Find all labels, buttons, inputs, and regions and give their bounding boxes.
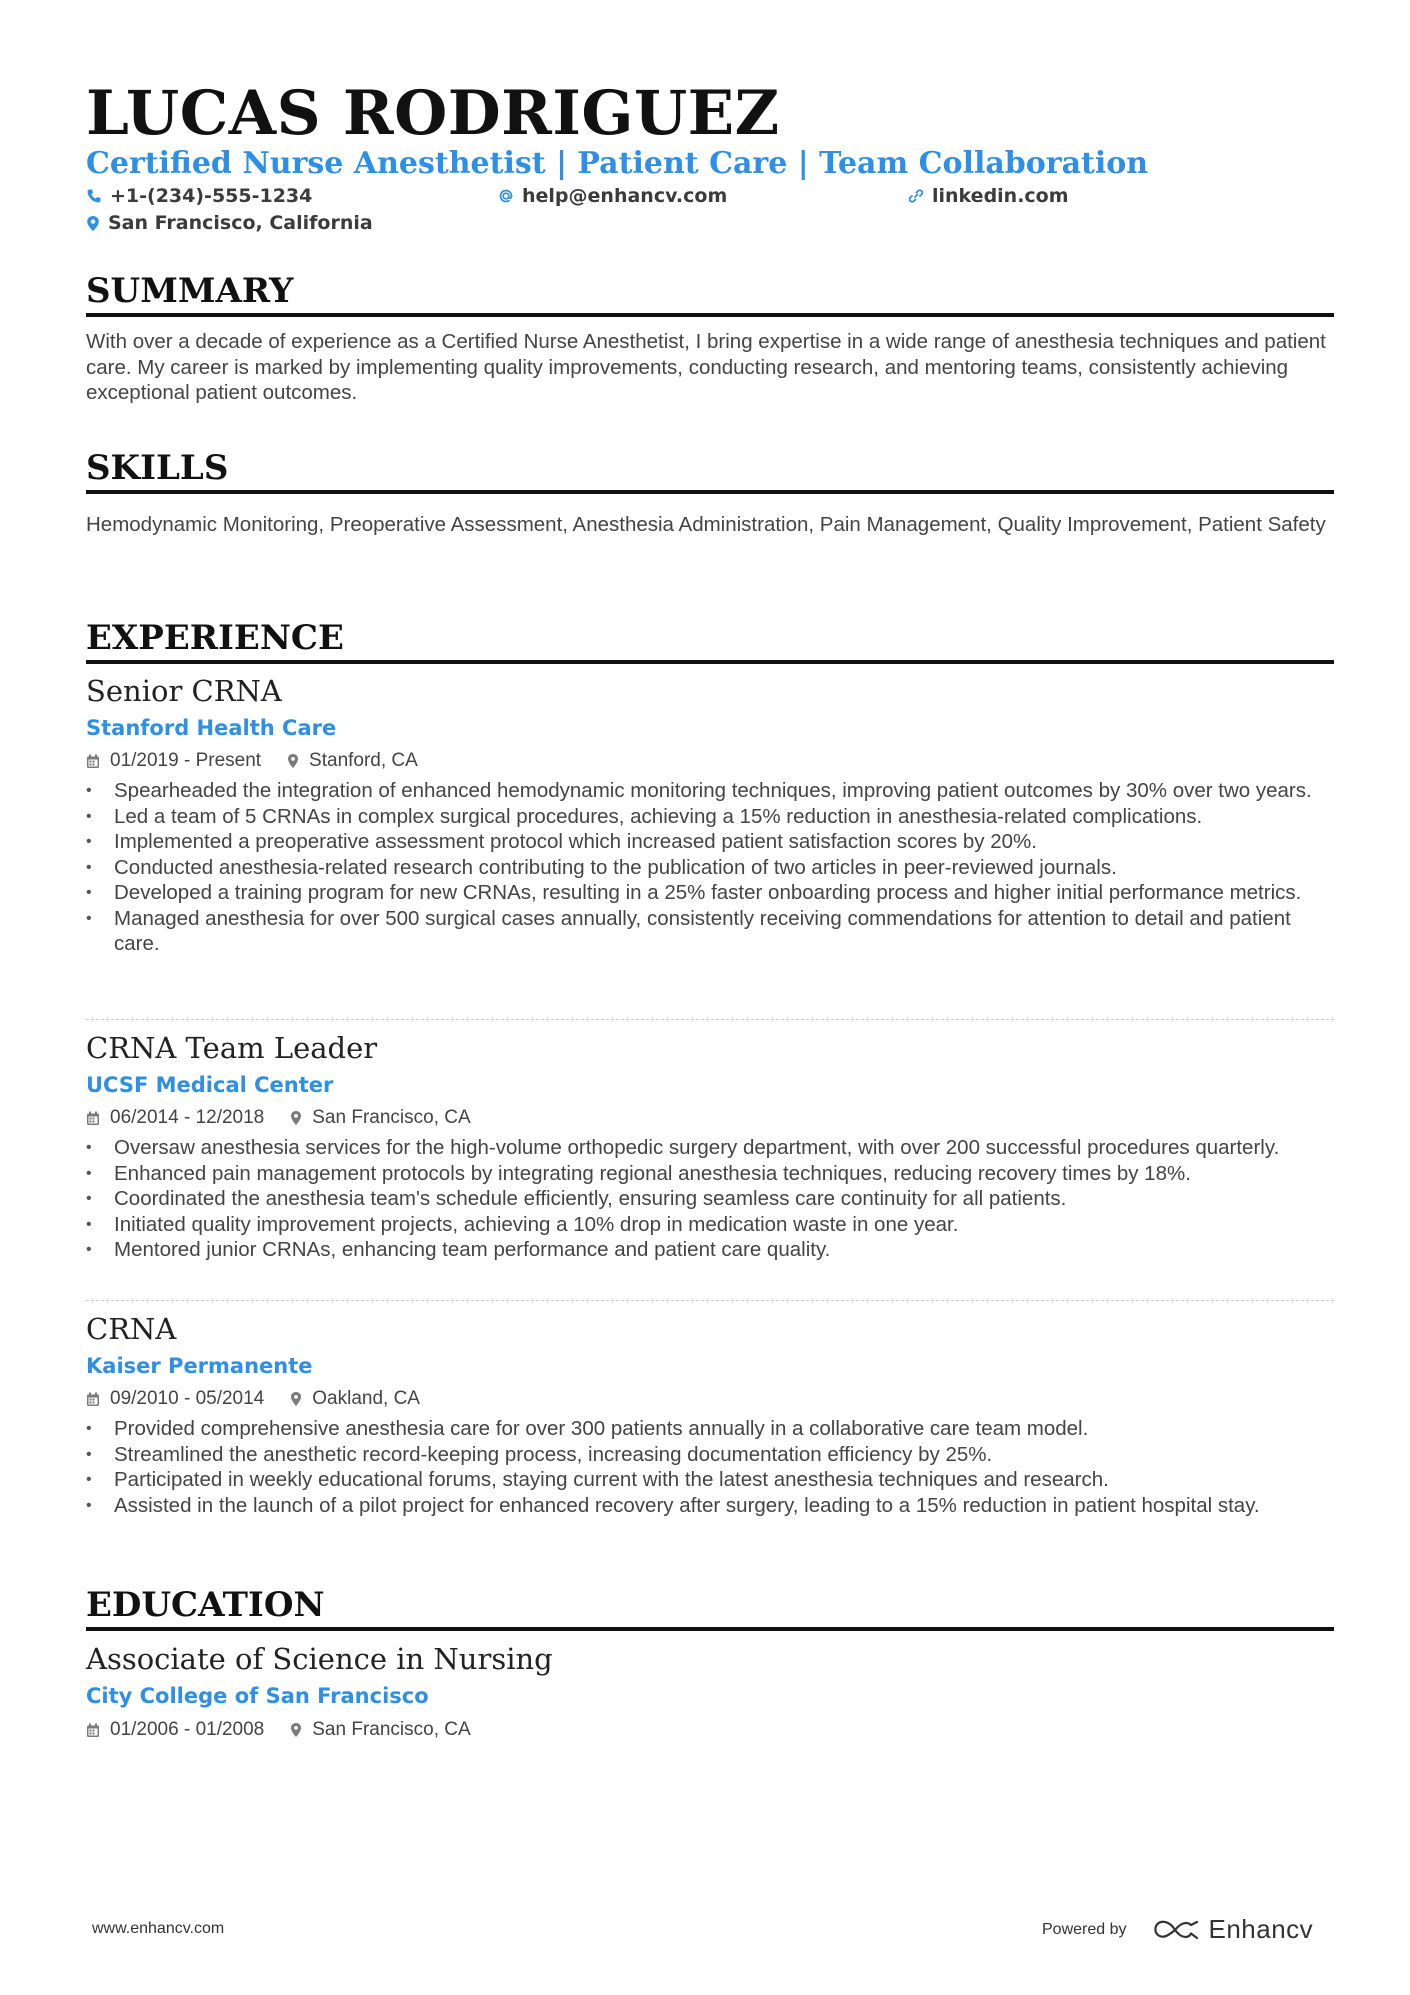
skills-text: Hemodynamic Monitoring, Preoperative Assessment, Anesthesia Administration, Pain Management, Quality Improvement, Patient Safety	[86, 513, 1326, 536]
skills-divider	[86, 490, 1334, 494]
location-pin-icon	[287, 753, 299, 769]
job-meta	[86, 1387, 420, 1411]
list-item: • Oversaw anesthesia services for the high-volume orthopedic surgery department, with over 200 successful procedures quarterly.	[86, 1135, 1334, 1161]
headline: Certified Nurse Anesthetist | Patient Care | Team Collaboration	[86, 146, 1149, 181]
job-achievements	[86, 778, 1334, 957]
job-achievements	[86, 1135, 1334, 1263]
summary-divider	[86, 313, 1334, 317]
location-pin-icon	[290, 1722, 302, 1738]
company-name: Stanford Health Care	[86, 716, 337, 740]
calendar-icon	[86, 1723, 100, 1738]
education-meta	[86, 1718, 471, 1742]
education-dates: 01/2006 - 01/2008	[110, 1719, 265, 1740]
job-meta	[86, 749, 418, 773]
list-item: • Implemented a preoperative assessment protocol which increased patient satisfaction scores by 20%.	[86, 829, 1334, 855]
summary-text: With over a decade of experience as a Certified Nurse Anesthetist, I bring expertise in a wide range of anesthesia techniques and patient care. My career is marked by implementing quality improvements, conducting research, and mentoring teams, consistently achieving exceptional patient outcomes.	[86, 330, 1326, 404]
list-item: • Enhanced pain management protocols by integrating regional anesthesia techniques, reducing recovery times by 18%.	[86, 1161, 1334, 1187]
list-item: • Led a team of 5 CRNAs in complex surgical procedures, achieving a 15% reduction in anesthesia-related complications.	[86, 804, 1334, 830]
contact-linkedin[interactable]	[908, 184, 1069, 208]
experience-heading: EXPERIENCE	[86, 618, 344, 658]
location-pin-icon	[86, 215, 100, 232]
list-item: • Streamlined the anesthetic record-keeping process, increasing documentation efficiency by 25%.	[86, 1442, 1334, 1468]
powered-by-label: Powered by	[1042, 1920, 1127, 1938]
list-item: • Managed anesthesia for over 500 surgical cases annually, consistently receiving commendations for attention to detail and patient care.	[86, 906, 1334, 957]
list-item: • Assisted in the launch of a pilot project for enhanced recovery after surgery, leading to a 15% reduction in patient hospital stay.	[86, 1493, 1334, 1519]
job-title: CRNA	[86, 1312, 177, 1346]
degree-title: Associate of Science in Nursing	[86, 1642, 553, 1676]
job-meta	[86, 1106, 471, 1130]
job-title: CRNA Team Leader	[86, 1031, 378, 1065]
job-separator	[86, 1019, 1334, 1020]
location-pin-icon	[290, 1391, 302, 1407]
school-name: City College of San Francisco	[86, 1684, 429, 1708]
list-item: • Spearheaded the integration of enhanced hemodynamic monitoring techniques, improving patient outcomes by 30% over two years.	[86, 778, 1334, 804]
footer-website-link[interactable]: www.enhancv.com	[92, 1920, 225, 1937]
list-item: • Initiated quality improvement projects, achieving a 10% drop in medication waste in one year.	[86, 1212, 1334, 1238]
contact-phone[interactable]	[86, 184, 312, 208]
location-text: San Francisco, California	[108, 212, 373, 234]
list-item: • Mentored junior CRNAs, enhancing team performance and patient care quality.	[86, 1237, 1334, 1263]
phone-icon	[86, 188, 102, 204]
email-text: help@enhancv.com	[522, 185, 728, 207]
footer-branding[interactable]	[1042, 1914, 1313, 1945]
summary-heading: SUMMARY	[86, 271, 294, 311]
calendar-icon	[86, 754, 100, 769]
list-item: • Provided comprehensive anesthesia care for over 300 patients annually in a collaborative care team model.	[86, 1416, 1334, 1442]
list-item: • Coordinated the anesthesia team's schedule efficiently, ensuring seamless care continuity for all patients.	[86, 1186, 1334, 1212]
job-dates: 01/2019 - Present	[110, 750, 262, 771]
job-achievements	[86, 1416, 1334, 1518]
experience-divider	[86, 660, 1334, 664]
calendar-icon	[86, 1111, 100, 1126]
phone-text: +1-(234)-555-1234	[110, 185, 313, 207]
job-location: San Francisco, CA	[312, 1107, 471, 1128]
job-location: Oakland, CA	[312, 1388, 420, 1409]
job-dates: 06/2014 - 12/2018	[110, 1107, 265, 1128]
at-icon	[498, 188, 514, 204]
contact-email[interactable]	[498, 184, 727, 208]
link-icon	[908, 188, 924, 204]
location-pin-icon	[290, 1110, 302, 1126]
job-separator	[86, 1300, 1334, 1301]
brand-name: Enhancv	[1208, 1914, 1314, 1944]
company-name: UCSF Medical Center	[86, 1073, 334, 1097]
education-heading: EDUCATION	[86, 1585, 325, 1625]
job-location: Stanford, CA	[309, 750, 418, 771]
job-dates: 09/2010 - 05/2014	[110, 1388, 265, 1409]
list-item: • Participated in weekly educational forums, staying current with the latest anesthesia techniques and research.	[86, 1467, 1334, 1493]
skills-heading: SKILLS	[86, 448, 229, 488]
job-title: Senior CRNA	[86, 674, 282, 708]
linkedin-text: linkedin.com	[932, 185, 1069, 207]
list-item: • Developed a training program for new CRNAs, resulting in a 25% faster onboarding process and higher initial performance metrics.	[86, 880, 1334, 906]
education-location: San Francisco, CA	[312, 1719, 471, 1740]
company-name: Kaiser Permanente	[86, 1354, 313, 1378]
candidate-name: LUCAS RODRIGUEZ	[86, 78, 780, 149]
contact-location	[86, 211, 373, 235]
education-divider	[86, 1627, 1334, 1631]
enhancv-logo-icon	[1153, 1918, 1199, 1942]
list-item: • Conducted anesthesia-related research contributing to the publication of two articles in peer-reviewed journals.	[86, 855, 1334, 881]
calendar-icon	[86, 1392, 100, 1407]
